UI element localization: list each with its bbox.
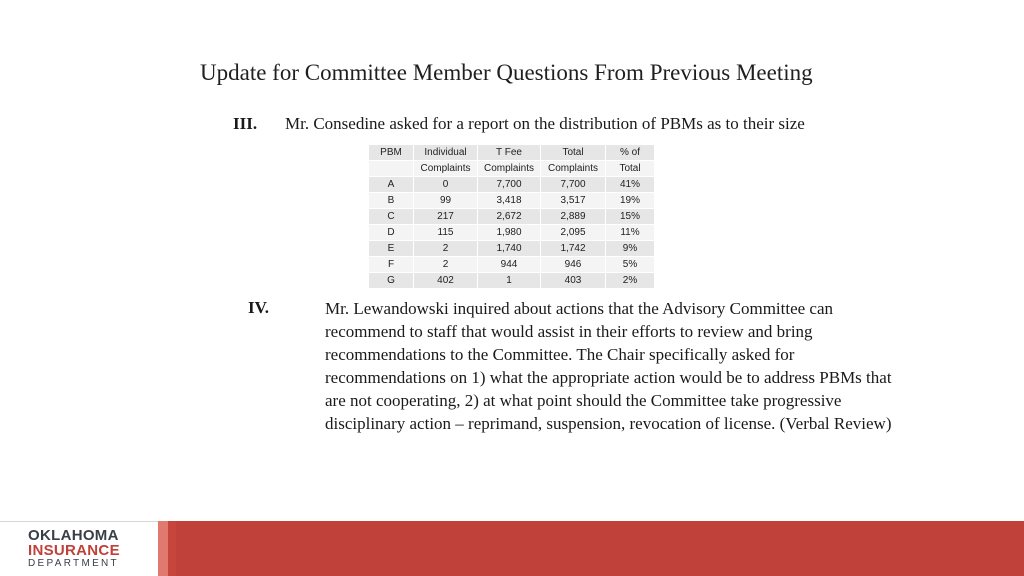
table-cell: 1,980 — [478, 225, 541, 241]
table-header-cell: T Fee — [478, 145, 541, 161]
table-cell: 217 — [414, 209, 478, 225]
table-header-cell: Complaints — [478, 161, 541, 177]
table-row — [369, 241, 654, 257]
table-cell: 2 — [414, 257, 478, 273]
table-header-cell: Total — [606, 161, 655, 177]
logo-line-department: DEPARTMENT — [28, 558, 119, 569]
table-cell: 0 — [414, 177, 478, 193]
table-cell: 99 — [414, 193, 478, 209]
table-cell: 5% — [606, 257, 655, 273]
table-cell: 3,517 — [541, 193, 606, 209]
table-cell: C — [369, 209, 414, 225]
table-cell: 15% — [606, 209, 655, 225]
table-header-cell: Complaints — [541, 161, 606, 177]
table-cell: 2,889 — [541, 209, 606, 225]
footer-color-band — [176, 521, 1024, 576]
table-cell: 2% — [606, 273, 655, 289]
table-cell: 115 — [414, 225, 478, 241]
section-3-number: III. — [233, 114, 258, 133]
footer-accent-stripe — [158, 521, 168, 576]
table-cell: 402 — [414, 273, 478, 289]
table-header-cell: Individual — [414, 145, 478, 161]
table-header-cell: Total — [541, 145, 606, 161]
table-cell: 1,740 — [478, 241, 541, 257]
table-cell: 403 — [541, 273, 606, 289]
page-title: Update for Committee Member Questions From Previous Meeting — [200, 60, 813, 85]
table-header-cell — [369, 161, 414, 177]
section-4-number: IV. — [248, 298, 269, 317]
table-cell: 1,742 — [541, 241, 606, 257]
table-cell: 11% — [606, 225, 655, 241]
footer-accent-stripe — [168, 521, 176, 576]
table-cell: 3,418 — [478, 193, 541, 209]
table-cell: 2,095 — [541, 225, 606, 241]
oklahoma-insurance-logo — [0, 521, 158, 576]
table-cell: 7,700 — [541, 177, 606, 193]
section-4-text: Mr. Lewandowski inquired about actions that the Advisory Committee can recommend to staff that would assist in their efforts to review and bring recommendations to the Committee. The Chair specifically asked for recommendations on 1) what the appropriate action would be to address PBMs that are not cooperating, 2) at what point should the Committee take progressive disciplinary action – reprimand, suspension, revocation of license. (Verbal Review) — [325, 299, 892, 433]
table-row — [369, 273, 654, 289]
table-header-cell: Complaints — [414, 161, 478, 177]
table-cell: D — [369, 225, 414, 241]
table-cell: E — [369, 241, 414, 257]
table-row — [369, 177, 654, 193]
table-cell: 7,700 — [478, 177, 541, 193]
table-cell: F — [369, 257, 414, 273]
table-cell: A — [369, 177, 414, 193]
table-cell: 944 — [478, 257, 541, 273]
section-3-text: Mr. Consedine asked for a report on the distribution of PBMs as to their size — [285, 114, 805, 133]
table-header-cell: PBM — [369, 145, 414, 161]
table-cell: B — [369, 193, 414, 209]
table-header-cell: % of — [606, 145, 655, 161]
table-cell: 2,672 — [478, 209, 541, 225]
table-cell: G — [369, 273, 414, 289]
table-cell: 1 — [478, 273, 541, 289]
table-cell: 946 — [541, 257, 606, 273]
table-row — [369, 193, 654, 209]
table-cell: 2 — [414, 241, 478, 257]
table-header-row — [369, 145, 654, 161]
table-row — [369, 257, 654, 273]
table-cell: 19% — [606, 193, 655, 209]
logo-line-oklahoma: OKLAHOMA — [28, 527, 119, 544]
table-cell: 41% — [606, 177, 655, 193]
table-header-row — [369, 161, 654, 177]
logo-line-insurance: INSURANCE — [28, 542, 120, 559]
pbm-distribution-table — [369, 145, 654, 289]
footer-bar — [0, 521, 1024, 576]
table-row — [369, 225, 654, 241]
table-cell: 9% — [606, 241, 655, 257]
table-row — [369, 209, 654, 225]
